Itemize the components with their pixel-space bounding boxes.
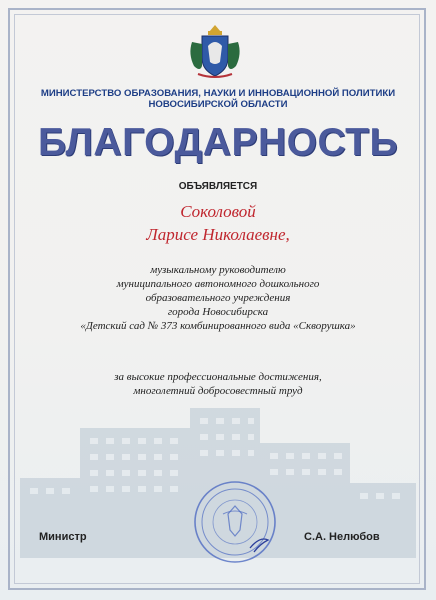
official-seal-icon bbox=[190, 478, 280, 566]
coat-of-arms-icon bbox=[184, 22, 246, 80]
reason-line: за высокие профессиональные достижения, bbox=[114, 371, 322, 383]
signatory-role: Министр bbox=[39, 531, 87, 543]
recipient-given-name: Ларисе Николаевне, bbox=[146, 225, 290, 244]
position-line: музыкальному руководителю bbox=[150, 264, 286, 276]
document-title: БЛАГОДАРНОСТЬ bbox=[37, 121, 398, 164]
recipient-surname: Соколовой bbox=[180, 202, 256, 221]
ministry-name-line1: МИНИСТЕРСТВО ОБРАЗОВАНИЯ, НАУКИ И ИННОВАЦИОННОЙ ПОЛИТИКИ bbox=[40, 88, 396, 99]
position-line: города Новосибирска bbox=[167, 306, 269, 318]
signatory-name: С.А. Нелюбов bbox=[304, 531, 380, 543]
position-line: муниципального автономного дошкольного bbox=[116, 278, 320, 290]
reason-line: многолетний добросовестный труд bbox=[133, 385, 303, 397]
position-line: «Детский сад № 373 комбинированного вида «Скворушка» bbox=[80, 320, 356, 332]
announce-text: ОБЪЯВЛЯЕТСЯ bbox=[178, 181, 258, 192]
position-line: образовательного учреждения bbox=[145, 292, 291, 304]
ministry-name-line2: НОВОСИБИРСКОЙ ОБЛАСТИ bbox=[148, 99, 288, 110]
